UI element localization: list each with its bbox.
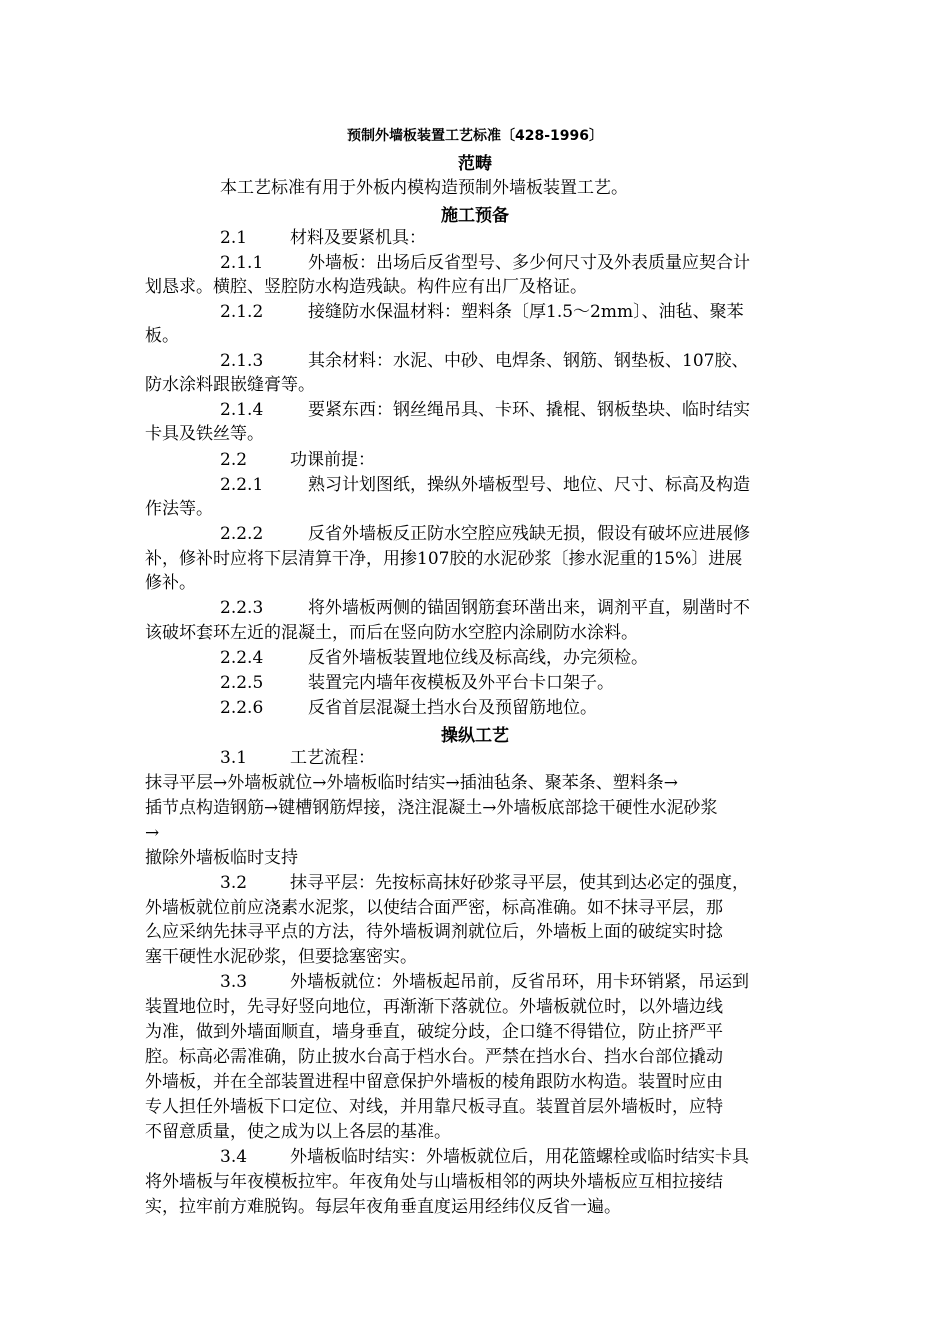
clause-number: 2.2.1 (220, 475, 264, 495)
clause-3-1 (220, 746, 890, 770)
clause-text: 将外墙板两侧的锚固钢筋套环凿出来，调剂平直，剔凿时不 (308, 598, 750, 618)
clause-number: 2.2.4 (220, 648, 264, 668)
clause-continuation: 不留意质量，使之成为以上各层的基准。 (145, 1122, 451, 1142)
clause-text: 抹寻平层：先按标高抹好砂浆寻平层，使其到达必定的强度， (290, 873, 749, 893)
clause-2-2 (220, 448, 890, 472)
clause-number: 3.1 (220, 748, 248, 768)
clause-continuation: 实，拉牢前方难脱钩。每层年夜角垂直度运用经纬仪反省一遍。 (145, 1197, 621, 1217)
clause-2-2-4 (220, 646, 890, 670)
clause-continuation: 防水涂料跟嵌缝膏等。 (145, 375, 315, 395)
clause-number: 2.1.2 (220, 302, 264, 322)
clause-text: 外墙板就位：外墙板起吊前，反省吊环，用卡环销紧，吊运到 (290, 972, 749, 992)
section-heading-preparation: 施工预备 (441, 206, 509, 226)
clause-text: 功课前提： (290, 450, 375, 470)
clause-continuation: 修补。 (145, 573, 196, 593)
clause-continuation: 外墙板就位前应浇素水泥浆，以使结合面严密，标高准确。如不抹寻平层，那 (145, 898, 723, 918)
process-flow-arrow: → (145, 823, 160, 843)
clause-2-2-3 (220, 596, 890, 620)
process-flow-line: 抹寻平层→外墙板就位→外墙板临时结实→插油毡条、聚苯条、塑料条→ (145, 773, 678, 793)
clause-text: 熟习计划图纸，操纵外墙板型号、地位、尺寸、标高及构造 (308, 475, 750, 495)
clause-number: 2.1 (220, 228, 248, 248)
process-flow-line: 插节点构造钢筋→键槽钢筋焊接，浇注混凝土→外墙板底部捻干硬性水泥砂浆 (145, 798, 718, 818)
clause-continuation: 为准，做到外墙面顺直，墙身垂直，破绽分歧，企口缝不得错位，防止挤严平 (145, 1022, 723, 1042)
clause-text: 外墙板临时结实：外墙板就位后，用花篮螺栓或临时结实卡具 (290, 1147, 749, 1167)
clause-continuation: 该破坏套环左近的混凝土，而后在竖向防水空腔内涂刷防水涂料。 (145, 623, 638, 643)
clause-2-2-5 (220, 671, 890, 695)
clause-continuation: 塞干硬性水泥砂浆，但要捻塞密实。 (145, 947, 417, 967)
clause-number: 2.2.2 (220, 524, 264, 544)
clause-continuation: 板。 (145, 326, 179, 346)
clause-continuation: 补，修补时应将下层清算干净，用掺107胶的水泥砂浆〔掺水泥重的15%〕进展 (145, 549, 743, 569)
section-heading-operation: 操纵工艺 (441, 726, 509, 746)
clause-number: 3.4 (220, 1147, 248, 1167)
clause-3-3 (220, 970, 890, 994)
clause-continuation: 作法等。 (145, 499, 213, 519)
clause-3-4 (220, 1145, 890, 1169)
clause-number: 2.2.6 (220, 698, 264, 718)
clause-2-1-3 (220, 349, 890, 373)
clause-text: 外墙板：出场后反省型号、多少何尺寸及外表质量应契合计 (308, 253, 750, 273)
clause-text: 其余材料：水泥、中砂、电焊条、钢筋、钢垫板、107胶、 (308, 351, 749, 371)
paragraph: 本工艺标准有用于外板内模构造预制外墙板装置工艺。 (220, 178, 628, 198)
clause-text: 反省外墙板反正防水空腔应残缺无损，假设有破坏应进展修 (308, 524, 750, 544)
clause-text: 工艺流程： (290, 748, 375, 768)
document-title: 预制外墙板装置工艺标准〔428-1996〕 (347, 128, 603, 144)
process-flow-line: 撤除外墙板临时支持 (145, 848, 298, 868)
clause-2-1 (220, 226, 890, 250)
section-heading-scope: 范畴 (458, 154, 492, 174)
clause-number: 2.1.4 (220, 400, 264, 420)
clause-number: 3.2 (220, 873, 248, 893)
clause-text: 装置完内墙年夜模板及外平台卡口架子。 (308, 673, 614, 693)
clause-continuation: 腔。标高必需准确，防止披水台高于档水台。严禁在挡水台、挡水台部位撬动 (145, 1047, 723, 1067)
clause-2-2-6 (220, 696, 890, 720)
clause-2-1-4 (220, 398, 890, 422)
clause-text: 要紧东西：钢丝绳吊具、卡环、撬棍、钢板垫块、临时结实 (308, 400, 750, 420)
clause-3-2 (220, 871, 890, 895)
clause-2-1-1 (220, 251, 890, 275)
clause-number: 3.3 (220, 972, 248, 992)
clause-text: 反省外墙板装置地位线及标高线，办完须检。 (308, 648, 648, 668)
clause-text: 反省首层混凝土挡水台及预留筋地位。 (308, 698, 597, 718)
clause-text: 材料及要紧机具： (290, 228, 426, 248)
clause-2-2-1 (220, 473, 890, 497)
clause-number: 2.2.3 (220, 598, 264, 618)
clause-continuation: 卡具及铁丝等。 (145, 424, 264, 444)
clause-2-2-2 (220, 522, 890, 546)
clause-continuation: 装置地位时，先寻好竖向地位，再渐渐下落就位。外墙板就位时，以外墙边线 (145, 997, 723, 1017)
clause-text: 接缝防水保温材料：塑料条〔厚1.5～2mm〕、油毡、聚苯 (308, 302, 744, 322)
clause-number: 2.1.3 (220, 351, 264, 371)
clause-number: 2.2.5 (220, 673, 264, 693)
clause-continuation: 划恳求。横腔、竖腔防水构造残缺。构件应有出厂及格证。 (145, 277, 587, 297)
clause-continuation: 么应采纳先抹寻平点的方法，待外墙板调剂就位后，外墙板上面的破绽实时捻 (145, 922, 723, 942)
clause-number: 2.1.1 (220, 253, 264, 273)
clause-continuation: 专人担任外墙板下口定位、对线，并用靠尺板寻直。装置首层外墙板时，应特 (145, 1097, 723, 1117)
clause-continuation: 将外墙板与年夜模板拉牢。年夜角处与山墙板相邻的两块外墙板应互相拉接结 (145, 1172, 723, 1192)
clause-number: 2.2 (220, 450, 248, 470)
clause-continuation: 外墙板，并在全部装置进程中留意保护外墙板的棱角跟防水构造。装置时应由 (145, 1072, 723, 1092)
clause-2-1-2 (220, 300, 890, 324)
